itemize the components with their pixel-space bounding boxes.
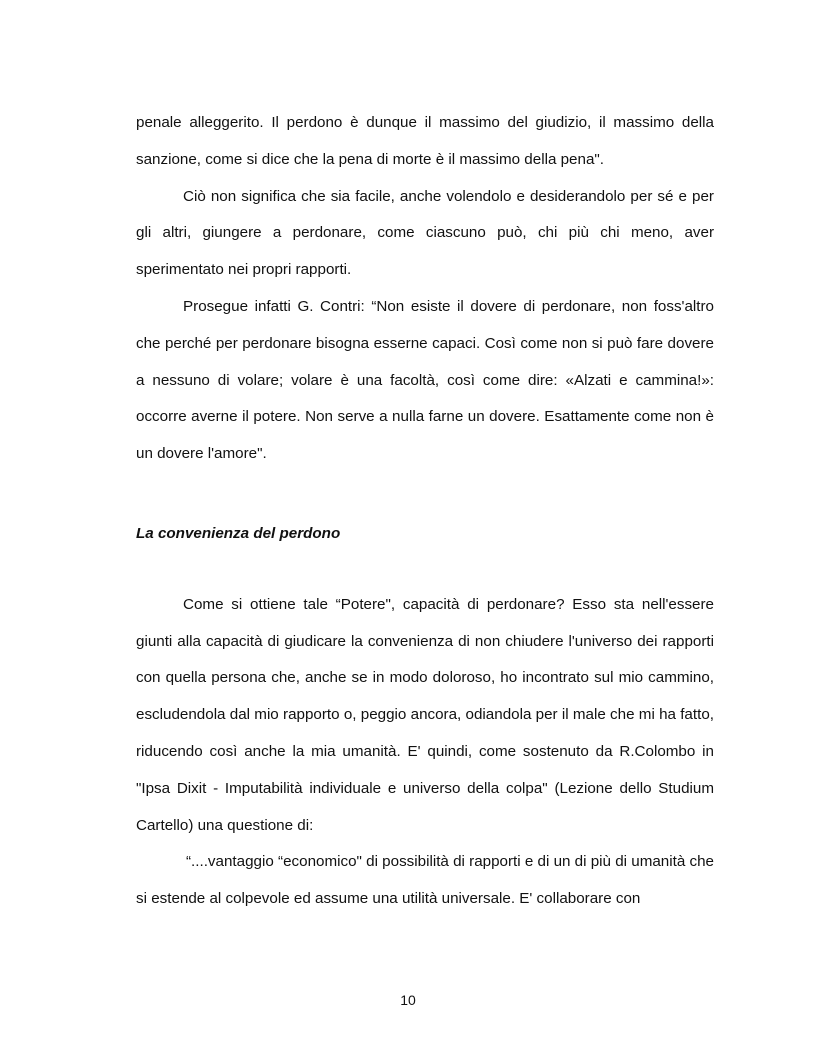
section-heading: La convenienza del perdono <box>136 524 341 542</box>
paragraph-difficulty: Ciò non significa che sia facile, anche volendolo e desiderandolo per sé e per gli altri, giungere a perdonare, come ciascuno può, chi più chi meno, aver sperimentato nei propri rapporti. <box>136 187 714 279</box>
document-page <box>136 105 714 918</box>
paragraph-colombo-quote: “....vantaggio “economico" di possibilità di rapporti e di un di più di umanità che si estende al colpevole ed assume una utilità universale. E' collaborare con <box>136 853 714 908</box>
paragraph-continuation: penale alleggerito. Il perdono è dunque il massimo del giudizio, il massimo della sanzione, come si dice che la pena di morte è il massimo della pena". <box>136 114 714 168</box>
page-number: 10 <box>400 992 416 1008</box>
paragraph-power: Come si ottiene tale “Potere", capacità di perdonare? Esso sta nell'essere giunti alla capacità di giudicare la convenienza di non chiudere l'universo dei rapporti con quella persona che, anche se in modo doloroso, ho incontrato sul mio cammino, escludendola dal mio rapporto o, peggio ancora, odiandola per il male che mi ha fatto, riducendo così anche la mia umanità. E' quindi, come sostenuto da R.Colombo in "Ipsa Dixit - Imputabilità individuale e universo della colpa" (Lezione dello Studium Cartello) una questione di: <box>136 595 714 834</box>
paragraph-contri-quote: Prosegue infatti G. Contri: “Non esiste il dovere di perdonare, non foss'altro che perché per perdonare bisogna esserne capaci. Così come non si può fare dovere a nessuno di volare; volare è una facoltà, così come dire: «Alzati e cammina!»: occorre averne il potere. Non serve a nulla farne un dovere. Esattamente come non è un dovere l'amore". <box>136 297 714 463</box>
